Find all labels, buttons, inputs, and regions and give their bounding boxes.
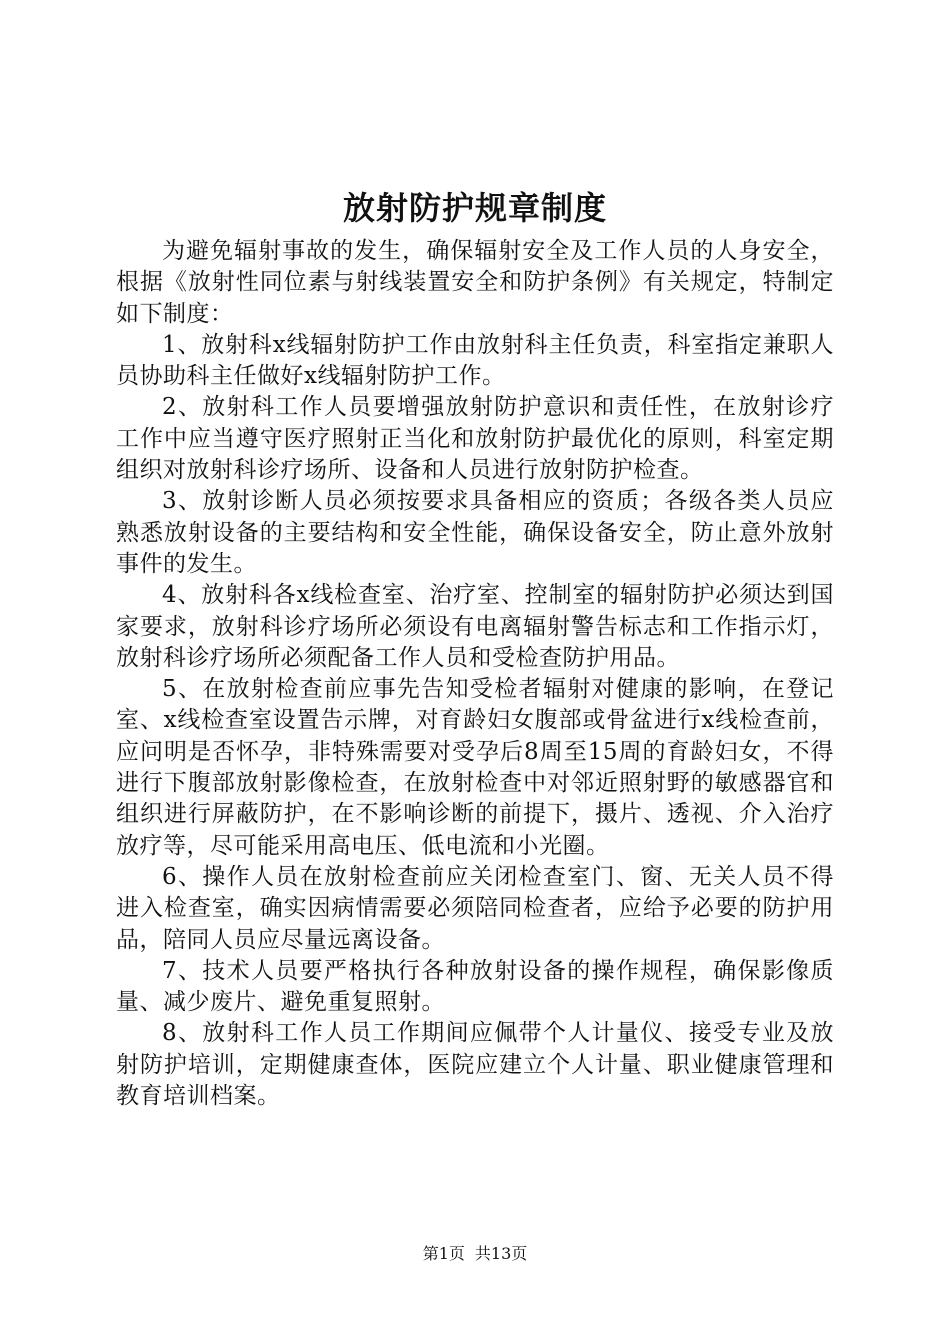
rule-paragraph-2: 2、放射科工作人员要增强放射防护意识和责任性，在放射诊疗工作中应当遵守医疗照射正当化和放射防护最优化的原则，科室定期组织对放射科诊疗场所、设备和人员进行放射防护检查。 bbox=[116, 394, 834, 484]
document-title: 放射防护规章制度 bbox=[342, 189, 607, 227]
rule-paragraph-4: 4、放射科各x线检查室、治疗室、控制室的辐射防护必须达到国家要求，放射科诊疗场所必须设有电离辐射警告标志和工作指示灯，放射科诊疗场所必须配备工作人员和受检查防护用品。 bbox=[116, 582, 834, 671]
rule-paragraph-6: 6、操作人员在放射检查前应关闭检查室门、窗、无关人员不得进入检查室，确实因病情需要必须陪同检查者，应给予必要的防护用品，陪同人员应尽量远离设备。 bbox=[116, 863, 834, 953]
rule-paragraph-5: 5、在放射检查前应事先告知受检者辐射对健康的影响，在登记室、x线检查室设置告示牌，对育龄妇女腹部或骨盆进行x线检查前，应问明是否怀孕，非特殊需要对受孕后8周至15周的育龄妇女，不得进行下腹部放射影像检查，在放射检查中对邻近照射野的敏感器官和组织进行屏蔽防护，在不影响诊断的前提下，摄片、透视、介入治疗放疗等，尽可能采用高电压、低电流和小光圈。 bbox=[116, 676, 834, 859]
intro-paragraph: 为避免辐射事故的发生，确保辐射安全及工作人员的人身安全，根据《放射性同位素与射线装置安全和防护条例》有关规定，特制定如下制度： bbox=[116, 238, 834, 327]
rule-paragraph-3: 3、放射诊断人员必须按要求具备相应的资质；各级各类人员应熟悉放射设备的主要结构和安全性能，确保设备安全，防止意外放射事件的发生。 bbox=[116, 488, 834, 577]
page-number: 第1页 bbox=[422, 1244, 465, 1263]
page-footer bbox=[0, 1244, 950, 1264]
rule-paragraph-7: 7、技术人员要严格执行各种放射设备的操作规程，确保影像质量、减少废片、避免重复照射。 bbox=[116, 957, 834, 1016]
document-body bbox=[116, 236, 834, 1112]
page-total: 共13页 bbox=[474, 1244, 528, 1263]
rule-paragraph-1: 1、放射科x线辐射防护工作由放射科主任负责，科室指定兼职人员协助科主任做好x线辐射防护工作。 bbox=[116, 331, 834, 390]
rule-paragraph-8: 8、放射科工作人员工作期间应佩带个人计量仪、接受专业及放射防护培训，定期健康查体，医院应建立个人计量、职业健康管理和教育培训档案。 bbox=[116, 1020, 834, 1110]
